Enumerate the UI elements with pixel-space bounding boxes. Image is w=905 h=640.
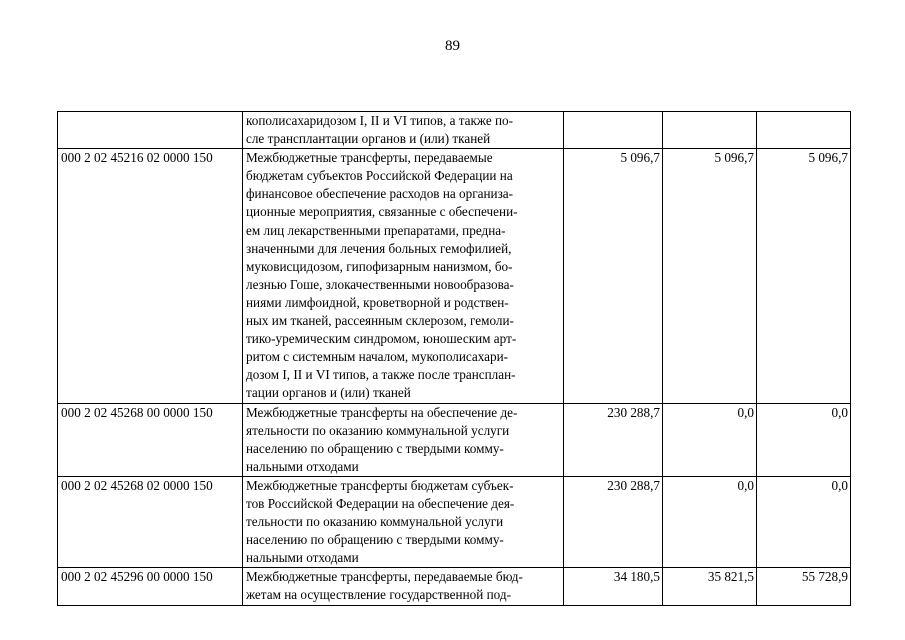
budget-code-cell: 000 2 02 45268 02 0000 150 — [58, 476, 243, 567]
budget-code-cell: 000 2 02 45268 00 0000 150 — [58, 403, 243, 476]
amount-cell-1: 230 288,7 — [564, 403, 663, 476]
amount-cell-3: 0,0 — [757, 403, 851, 476]
budget-code-cell — [58, 112, 243, 149]
description-cell: Межбюджетные трансферты, передаваемые бюд- жетам на осуществление государственной под- — [243, 568, 564, 605]
table-row — [58, 403, 851, 476]
table-row — [58, 149, 851, 403]
amount-cell-3: 5 096,7 — [757, 149, 851, 403]
amount-cell-1: 5 096,7 — [564, 149, 663, 403]
amount-cell-3 — [757, 112, 851, 149]
description-cell: Межбюджетные трансферты на обеспечение де- ятельности по оказанию коммунальной услуги населению по обращению с твердыми комму- нальными отходами — [243, 403, 564, 476]
table-row — [58, 568, 851, 605]
description-cell: Межбюджетные трансферты, передаваемые бюджетам субъектов Российской Федерации на финансовое обеспечение расходов на организа- ционные мероприятия, связанные с обеспечени- ем лиц лекарственными препаратами, предна- значенными для лечения больных гемофилией, муковисцидозом, гипофизарным нанизмом, бо- лезнью Гоше, злокачественными новообразова- ниями лимфоидной, кроветворной и родствен- ных им тканей, рассеянным склерозом, гемоли- тико-уремическим синдромом, юношеским арт- ритом с системным началом, мукополисахари- дозом I, II и VI типов, а также после трансплан- тации органов и (или) тканей — [243, 149, 564, 403]
budget-table — [57, 111, 851, 606]
budget-code-cell: 000 2 02 45296 00 0000 150 — [58, 568, 243, 605]
description-cell: кополисахаридозом I, II и VI типов, а также по- сле трансплантации органов и (или) тканей — [243, 112, 564, 149]
amount-cell-2 — [663, 112, 757, 149]
amount-cell-1: 230 288,7 — [564, 476, 663, 567]
amount-cell-3: 55 728,9 — [757, 568, 851, 605]
amount-cell-3: 0,0 — [757, 476, 851, 567]
description-cell: Межбюджетные трансферты бюджетам субъек- тов Российской Федерации на обеспечение дея- тельности по оказанию коммунальной услуги населению по обращению с твердыми комму- нальными отходами — [243, 476, 564, 567]
table-row — [58, 476, 851, 567]
amount-cell-1: 34 180,5 — [564, 568, 663, 605]
page-number: 89 — [445, 38, 460, 54]
amount-cell-2: 35 821,5 — [663, 568, 757, 605]
budget-code-cell: 000 2 02 45216 02 0000 150 — [58, 149, 243, 403]
amount-cell-2: 0,0 — [663, 403, 757, 476]
table-row — [58, 112, 851, 149]
amount-cell-2: 0,0 — [663, 476, 757, 567]
amount-cell-2: 5 096,7 — [663, 149, 757, 403]
amount-cell-1 — [564, 112, 663, 149]
